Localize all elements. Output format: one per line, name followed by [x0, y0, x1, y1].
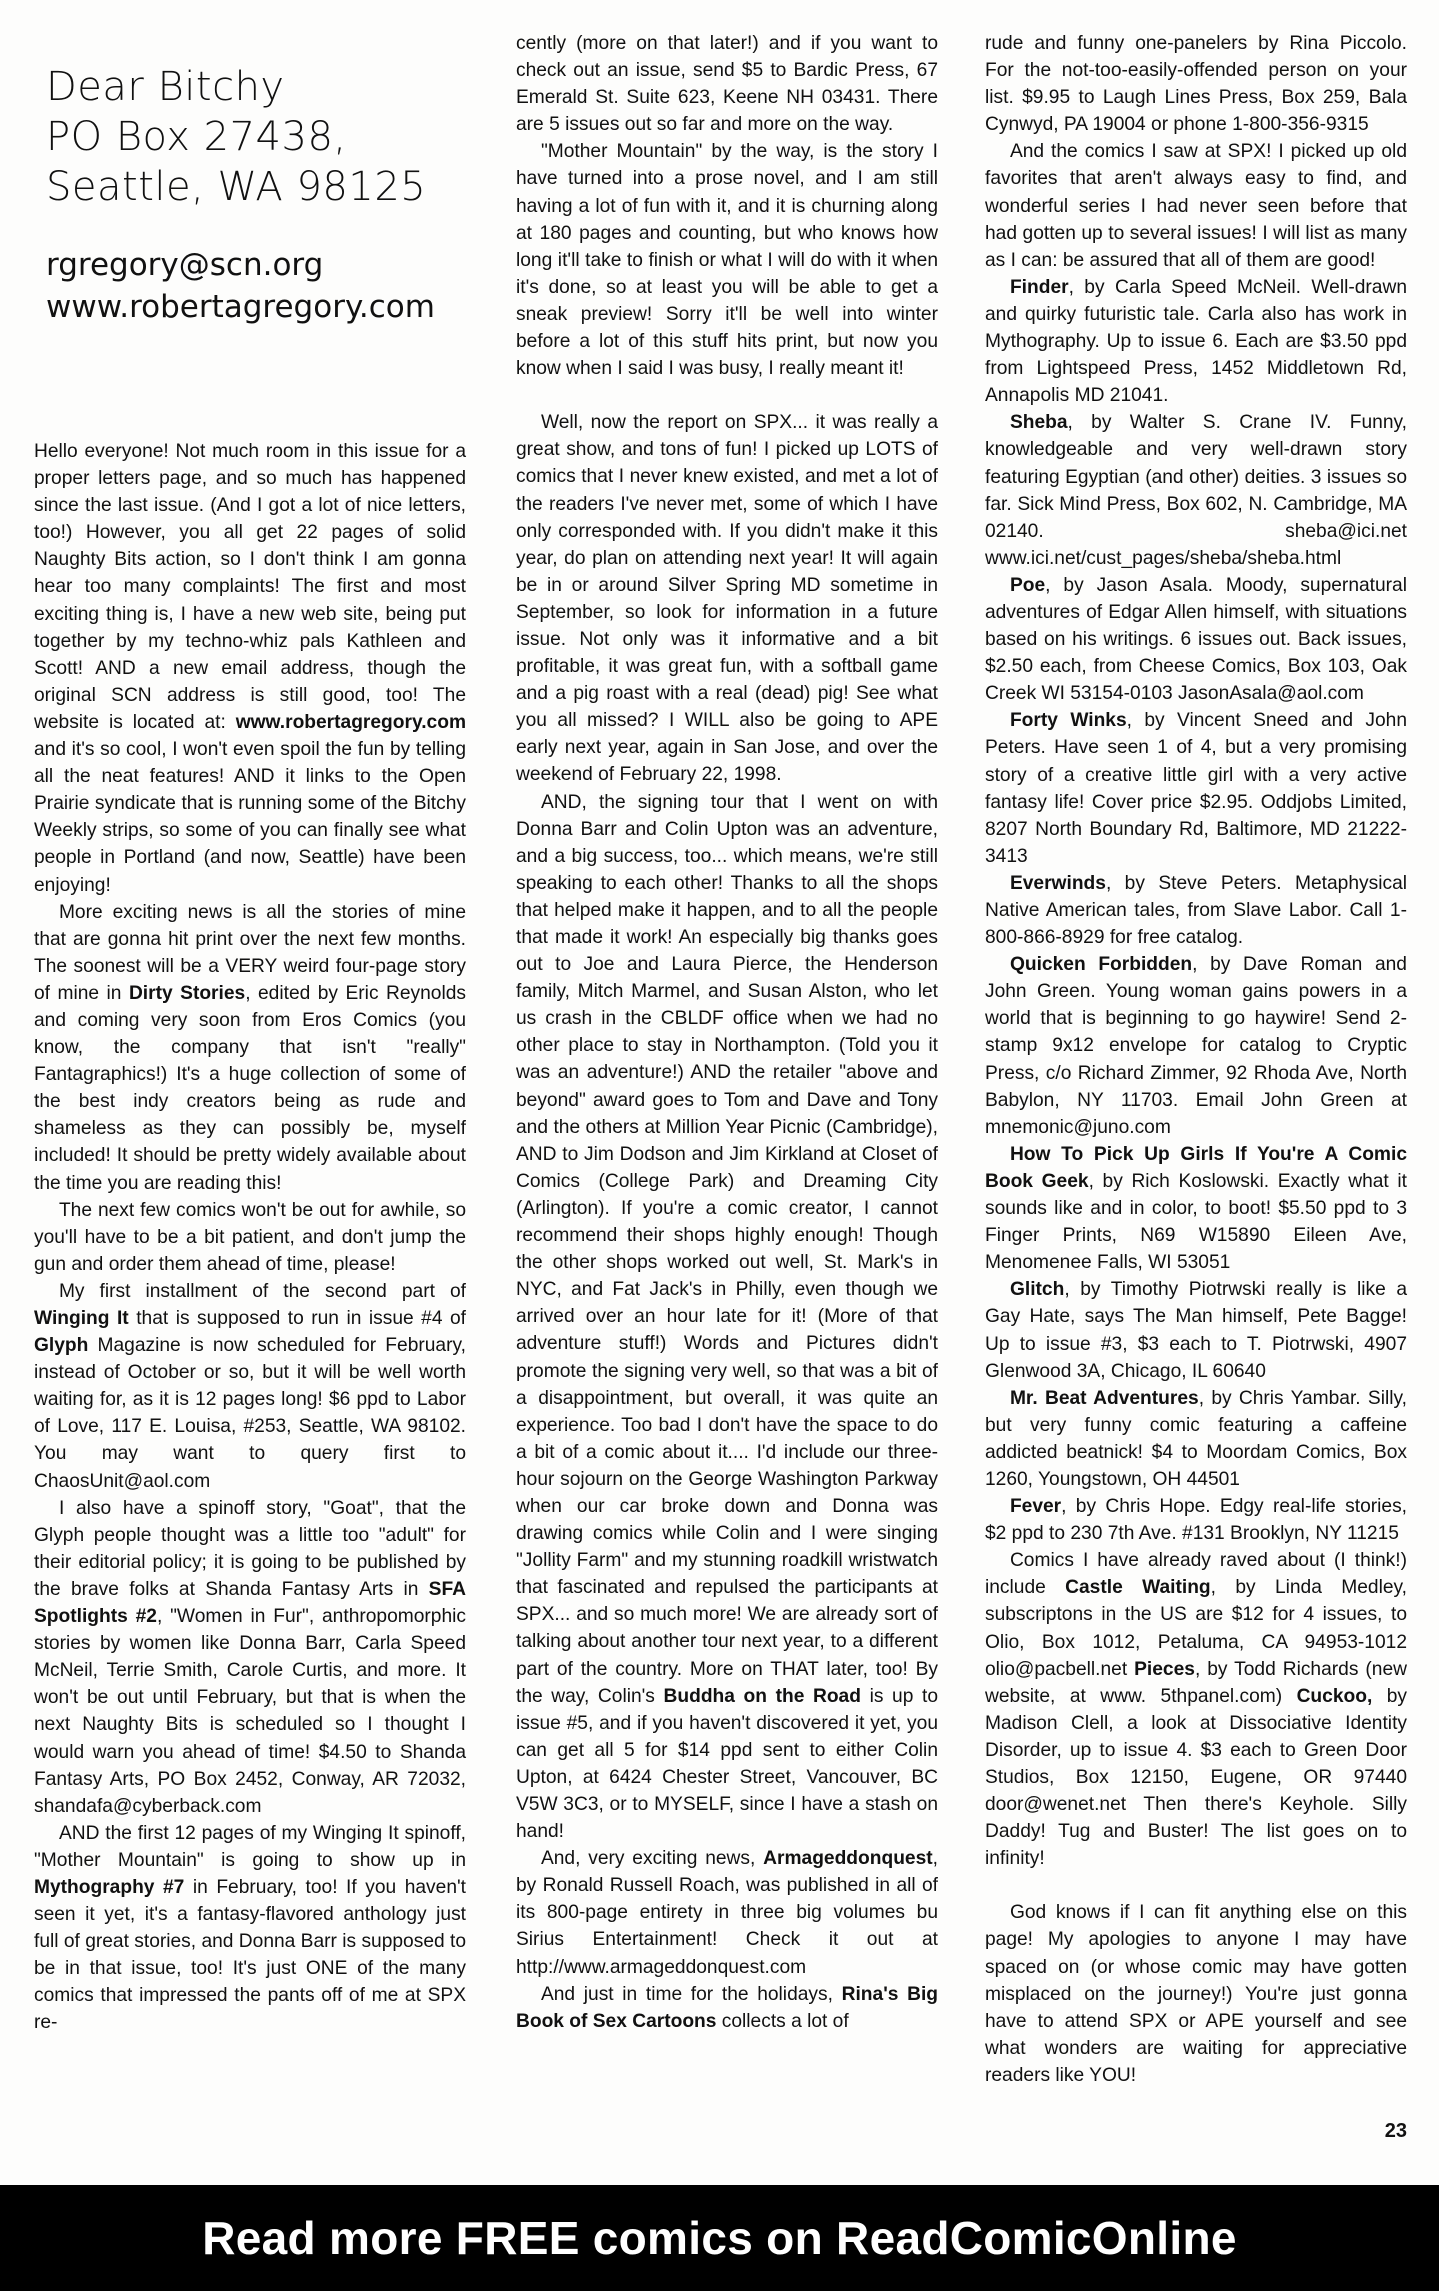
- page-number: 23: [1384, 2120, 1407, 2142]
- paragraph: [985, 1899, 1407, 2089]
- text-run: , by Todd Richards (new website, at www. 5thpanel.com): [985, 1658, 1407, 1707]
- bold-title: Winging It: [34, 1308, 129, 1329]
- text-column-3: [985, 30, 1407, 2089]
- bold-title: Rina's Big Book of Sex Cartoons: [516, 1983, 938, 2032]
- text-run: , by Dave Roman and John Green. Young woman gains powers in a world that is beginning to go haywire! Send 2-stamp 9x12 envelope for catalog to Cryptic Press, c/o Richard Zimmer, 92 Rhoda Ave, North Babylon, NY 11703. Email John Green at mnemonic@juno.com: [985, 954, 1407, 1138]
- bold-title: Cuckoo,: [1296, 1685, 1373, 1707]
- header-website: www.robertagregory.com: [46, 289, 435, 325]
- paragraph: [34, 1278, 466, 1495]
- bold-title: Fever: [1009, 1496, 1062, 1518]
- bold-title: Sheba: [1009, 412, 1068, 434]
- text-run: , by Chris Yambar. Silly, but very funny comic featuring a caffeine addicted beatnick! $4 to Moordam Comics, Box 1260, Youngstown, OH 44501: [985, 1387, 1407, 1490]
- paragraph: [516, 1845, 938, 1980]
- bold-title: Buddha on the Road: [663, 1685, 861, 1707]
- bold-title: Finder: [1009, 276, 1069, 298]
- text-run: , by Vincent Sneed and John Peters. Have seen 1 of 4, but a very promising story of a creative little girl with a very active fantasy life! Cover price $2.95. Oddjobs Limited, 8207 North Boundary Rd, Baltimore, MD 21222-3413: [985, 710, 1407, 867]
- text-run: More exciting news is all the stories of mine that are gonna hit print over the next few months. The soonest will be a VERY weird four-page story of mine in: [34, 901, 466, 1004]
- text-run: Hello everyone! Not much room in this issue for a proper letters page, and so much has happened since the last issue. (And I got a lot of nice letters, too!) However, you all get 22 pages of solid Naughty Bits action, so I don't think I am gonna hear too many complaints! The first and most exciting thing is, I have a new web site, being put together by my techno-whiz pals Kathleen and Scott! AND a new email address, though the original SCN address is still good, too! The website is located at:: [34, 441, 466, 733]
- header-email: rgregory@scn.org: [46, 247, 324, 283]
- paragraph: [985, 707, 1407, 870]
- text-run: Well, now the report on SPX... it was really a great show, and tons of fun! I picked up LOTS of comics that I never knew existed, and met a lot of the readers I've never met, some of which I have only corresponded with. If you didn't make it this year, do plan on attending next year! It will again be in or around Silver Spring MD sometime in September, so look for information in a future issue. Not only was it informative and a bit profitable, it was great fun, with a softball game and a pig roast with a real (dead) pig! See what you all missed? I WILL also be going to APE early next year, again in San Jose, and over the weekend of February 22, 1998.: [516, 412, 938, 786]
- text-run: rude and funny one-panelers by Rina Piccolo. For the not-too-easily-offended person on your list. $9.95 to Laugh Lines Press, Box 259, Bala Cynwyd, PA 19004 or phone 1-800-356-9315: [985, 33, 1407, 136]
- paragraph: [34, 438, 466, 899]
- promo-banner[interactable]: Read more FREE comics on ReadComicOnline: [0, 2185, 1439, 2291]
- paragraph: [985, 274, 1407, 409]
- bold-title: Glitch: [1009, 1279, 1065, 1301]
- paragraph: [985, 951, 1407, 1141]
- bold-title: Everwinds: [1009, 872, 1106, 894]
- text-run: cently (more on that later!) and if you want to check out an issue, send $5 to Bardic Press, 67 Emerald St. Suite 623, Keene NH 03431. There are 5 issues out so far and more on the way.: [516, 33, 938, 136]
- bold-title: Castle Waiting: [1065, 1577, 1211, 1599]
- text-run: Comics I have already raved about (I think!) include: [985, 1550, 1407, 1599]
- bold-title: Quicken Forbidden: [1009, 954, 1193, 976]
- bold-title: SFA Spotlights #2: [34, 1578, 466, 1628]
- text-run: , by Linda Medley, subscriptons in the US are $12 for 4 issues, to Olio, Box 1012, Petaluma, CA 94953-1012 olio@pacbell.net: [985, 1577, 1407, 1680]
- paragraph: [985, 1547, 1407, 1872]
- text-run: Magazine is now scheduled for February, instead of October or so, but it will be well worth waiting for, as it is 12 pages long! $6 ppd to Labor of Love, 117 E. Louisa, #253, Seattle, WA 98102. You may want to query first to ChaosUnit@aol.com: [34, 1335, 466, 1492]
- text-run: is up to issue #5, and if you haven't discovered it yet, you can get all 5 for $14 ppd sent to either Colin Upton, at 6424 Chester Street, Vancouver, BC V5W 3C3, or to MYSELF, since I have a stash on hand!: [516, 1685, 938, 1843]
- paragraph: [516, 30, 938, 138]
- text-run: and it's so cool, I won't even spoil the fun by telling all the neat features! AND it links to the Open Prairie syndicate that is running some of the Bitchy Weekly strips, so some of you can finally see what people in Portland (and now, Seattle) have been enjoying!: [34, 739, 466, 896]
- paragraph: [985, 30, 1407, 138]
- text-run: , by Jason Asala. Moody, supernatural adventures of Edgar Allen himself, with situations based on his writings. 6 issues out. Back issues, $2.50 each, from Cheese Comics, Box 103, Oak Creek WI 53154-0103 JasonAsala@aol.com: [985, 574, 1407, 705]
- bold-title: How To Pick Up Girls If You're A Comic Book Geek: [985, 1143, 1407, 1192]
- bold-title: Glyph: [34, 1335, 89, 1357]
- paragraph: [34, 1820, 466, 2037]
- bold-title: Armageddonquest: [763, 1848, 933, 1870]
- bold-title: Mr. Beat Adventures: [1009, 1387, 1199, 1409]
- text-run: , by Walter S. Crane IV. Funny, knowledgeable and very well-drawn story featuring Egyptian (and other) deities. 3 issues so far. Sick Mind Press, Box 602, N. Cambridge, MA 02140. sheba@ici.net www.ici.net/cust_pages/sheba/sheba.html: [985, 412, 1407, 569]
- text-run: collects a lot of: [716, 2010, 849, 2032]
- paragraph: [985, 870, 1407, 951]
- paragraph: [516, 138, 938, 382]
- paragraph: [516, 789, 938, 1846]
- header-line: Seattle, WA 98125: [46, 164, 427, 210]
- paragraph: [985, 1276, 1407, 1384]
- bold-title: Dirty Stories: [128, 982, 246, 1004]
- text-column-1: [34, 438, 466, 2037]
- header-line: PO Box 27438,: [46, 114, 347, 160]
- bold-title: Forty Winks: [1009, 710, 1127, 732]
- paragraph: [34, 1197, 466, 1278]
- text-run: I also have a spinoff story, "Goat", that the Glyph people thought was a little too "adult" for their editorial policy; it is going to be published by the brave folks at Shanda Fantasy Arts in: [34, 1497, 466, 1600]
- header-line: Dear Bitchy: [46, 64, 285, 110]
- paragraph: [516, 409, 938, 788]
- text-run: , by Timothy Piotrwski really is like a Gay Hate, says The Man himself, Pete Bagge! Up to issue #3, $3 each to T. Piotrwski, 4907 Glenwood 3A, Chicago, IL 60640: [985, 1279, 1407, 1382]
- paragraph: [34, 899, 466, 1197]
- text-run: AND, the signing tour that I went on with Donna Barr and Colin Upton was an adventure, and a big success, too... which means, we're still speaking to each other! Thanks to all the shops that helped make it happen, and to all the people that made it work! An especially big thanks goes out to Joe and Laura Pierce, the Henderson family, Mitch Marmel, and Susan Alston, who let us crash in the CBLDF office when we had no other place to stay in Northampton. (Told you it was an adventure!) AND the retailer "above and beyond" award goes to Tom and Dave and Tony and the others at Million Year Picnic (Cambridge), AND to Jim Dodson and Jim Kirkland at Closet of Comics (College Park) and Dreaming City (Arlington). If you're a comic creator, I cannot recommend their shops highly enough! Though the other shops worked out well, St. Mark's in NYC, and Fat Jack's in Philly, even though we arrived over an hour late for it! (More of that adventure stuff!) Words and Pictures didn't promote the signing very well, so that was a bit of a disappointment, but overall, it was quite an experience. Too bad I don't have the space to do a bit of a comic about it.... I'd include our three-hour sojourn on the George Washington Parkway when our car broke down and Donna was drawing comics while Colin and I were singing "Jollity Farm" and my stunning roadkill wristwatch that fascinated and repulsed the participants at SPX... and so much more! We are already sort of talking about another tour next year, to a different part of the country. More on THAT later, too! By the way, Colin's: [516, 791, 938, 1707]
- bold-title: Pieces: [1134, 1658, 1195, 1680]
- text-run: God knows if I can fit anything else on this page! My apologies to anyone I may have spaced on (or whose comic may have gotten misplaced on the journey!) You're just gonna have to attend SPX or APE yourself and see what wonders are waiting for appreciative readers like YOU!: [985, 1902, 1407, 2086]
- bold-title: Poe: [1009, 574, 1046, 596]
- text-run: , "Women in Fur", anthropomorphic stories by women like Donna Barr, Carla Speed McNeil, Terrie Smith, Carole Curtis, and more. It won't be out until February, but that is when the next Naughty Bits is scheduled so I thought I would warn you ahead of time! $4.50 to Shanda Fantasy Arts, PO Box 2452, Conway, AR 72032, shandafa@cyberback.com: [34, 1606, 467, 1817]
- text-run: The next few comics won't be out for awhile, so you'll have to be a bit patient, and don't jump the gun and order them ahead of time, please!: [34, 1199, 466, 1275]
- paragraph: [516, 1981, 938, 2035]
- paragraph: [985, 1385, 1407, 1493]
- bold-title: www.robertagregory.com: [235, 711, 466, 733]
- text-run: And, very exciting news,: [540, 1848, 764, 1870]
- text-run: that is supposed to run in issue #4 of: [128, 1308, 466, 1329]
- text-column-2: [516, 30, 938, 2035]
- paragraph: [985, 409, 1407, 572]
- address-header: [46, 62, 466, 328]
- bold-title: Mythography #7: [34, 1876, 185, 1898]
- paragraph: [985, 1141, 1407, 1276]
- paragraph: [985, 1493, 1407, 1547]
- text-run: AND the first 12 pages of my Winging It spinoff, "Mother Mountain" is going to show up in: [34, 1822, 466, 1871]
- text-run: , by Carla Speed McNeil. Well-drawn and quirky futuristic tale. Carla also has work in Mythography. Up to issue 6. Each are $3.50 ppd from Lightspeed Press, 1452 Middletown Rd, Annapolis MD 21041.: [985, 276, 1407, 407]
- paragraph: [34, 1495, 466, 1820]
- text-run: "Mother Mountain" by the way, is the story I have turned into a prose novel, and I am still having a lot of fun with it, and it is churning along at 180 pages and counting, but who knows how long it'll take to finish or what I will do with it when it's done, so at least you will be able to get a sneak preview! Sorry it'll be well into winter before a lot of this stuff hits print, but now you know when I said I was busy, I really meant it!: [516, 141, 938, 380]
- paragraph: [985, 572, 1407, 707]
- text-run: in February, too! If you haven't seen it yet, it's a fantasy-flavored anthology just full of great stories, and Donna Barr is supposed to be in that issue, too! It's just ONE of the many comics that impressed the pants off of me at SPX re-: [34, 1876, 466, 2034]
- text-run: , by Ronald Russell Roach, was published in all of its 800-page entirety in three big volumes bu Sirius Entertainment! Check it out at http://www.armageddonquest.com: [516, 1848, 938, 1978]
- text-run: , edited by Eric Reynolds and coming very soon from Eros Comics (you know, the company that isn't "really" Fantagraphics!) It's a huge collection of some of the best indy creators being as rude and shameless as they can possibly be, myself included! It should be pretty widely available about the time you are reading this!: [34, 982, 466, 1194]
- text-run: , by Steve Peters. Metaphysical Native American tales, from Slave Labor. Call 1-800-866-8929 for free catalog.: [985, 872, 1407, 949]
- text-run: , by Rich Koslowski. Exactly what it sounds like and in color, to boot! $5.50 ppd to 3 Finger Prints, N69 W15890 Eileen Ave, Menomenee Falls, WI 53051: [985, 1170, 1407, 1274]
- text-run: And just in time for the holidays,: [540, 1983, 842, 2005]
- text-run: by Madison Clell, a look at Dissociative Identity Disorder, up to issue 4. $3 each to Green Door Studios, Box 12150, Eugene, OR 97440 door@wenet.net Then there's Keyhole. Silly Daddy! Tug and Buster! The list goes on to infinity!: [985, 1685, 1407, 1870]
- text-run: And the comics I saw at SPX! I picked up old favorites that aren't always easy to find, and wonderful series I had never seen before that had gotten up to several issues! I will list as many as I can: be assured that all of them are good!: [985, 141, 1407, 271]
- text-run: , by Chris Hope. Edgy real-life stories, $2 ppd to 230 7th Ave. #131 Brooklyn, NY 11215: [985, 1496, 1407, 1545]
- paragraph: [985, 138, 1407, 273]
- text-run: My first installment of the second part of: [58, 1280, 466, 1302]
